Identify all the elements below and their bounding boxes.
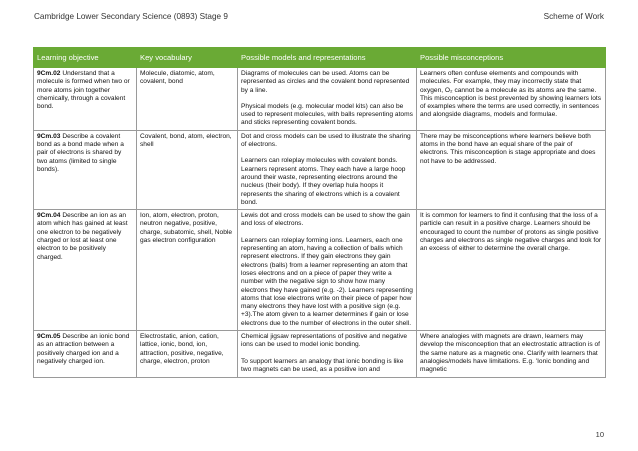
misconceptions-paragraph: Learners often confuse elements and compounds with molecules. For example, they may incorrectly state that oxygen, O₂ cannot be a molecule as its atoms are the same. This misconception is best prevented by showing learners lots of examples where the terms are used correctly, in sentences and alongside diagrams, models and formulae. <box>420 70 602 119</box>
models-cell <box>238 331 417 377</box>
table-row <box>34 130 606 209</box>
learning-objective-cell <box>34 331 137 377</box>
models-paragraph: Diagrams of molecules can be used. Atoms can be represented as circles and the covalent bond represented by a line. <box>241 70 410 94</box>
objective-code: 9Cm.05 <box>37 333 61 341</box>
key-vocabulary-cell: Molecule, diatomic, atom, covalent, bond <box>137 68 238 131</box>
scheme-of-work-table <box>33 47 606 378</box>
models-cell <box>238 130 417 209</box>
objective-text: Describe an ionic bond as an attraction between a positively charged ion and a negatively charged ion. <box>37 333 130 365</box>
learning-objective-cell <box>34 130 137 209</box>
models-paragraph: Physical models (e.g. molecular model kits) can also be used to represent molecules, with balls representing atoms and sticks representing covalent bonds. <box>241 102 413 127</box>
objective-text: Describe an ion as an atom which has gained at least one electron to be negatively charged or lost at least one electron to be positively charged. <box>37 212 128 261</box>
misconceptions-cell <box>417 331 606 377</box>
objective-text: Describe a covalent bond as a bond made when a pair of electrons is shared by two atoms (limited to single bonds). <box>37 132 124 173</box>
learning-objective-cell <box>34 210 137 331</box>
column-header: Possible models and representations <box>238 48 417 68</box>
models-cell <box>238 210 417 331</box>
learning-objective-cell <box>34 68 137 131</box>
models-paragraph: To support learners an analogy that ionic bonding is like two magnets can be used, as a positive ion and <box>241 357 404 373</box>
models-paragraph: Learners can roleplay molecules with covalent bonds. Learners represent atoms. They each have a large hoop around their waste, representing electrons around the nucleus (their body). If they overlap hula hoops it represents the sharing of electrons which is a covalent bond. <box>241 157 406 206</box>
key-vocabulary-cell: Ion, atom, electron, proton, neutron negative, positive, charge, subatomic, shell, Noble gas electron configuration <box>137 210 238 331</box>
key-vocabulary-cell: Electrostatic, anion, cation, lattice, ionic, bond, ion, attraction, positive, negative, charge, electron, proton <box>137 331 238 377</box>
key-vocabulary-cell: Covalent, bond, atom, electron, shell <box>137 130 238 209</box>
column-header: Possible misconceptions <box>417 48 606 68</box>
misconceptions-paragraph: There may be misconceptions where learners believe both atoms in the bond have an equal share of the pair of electrons. This misconception is stage appropriate and does not have to be addressed. <box>420 132 596 165</box>
objective-code: 9Cm.02 <box>37 70 61 77</box>
document-header-title: Cambridge Lower Secondary Science (0893) Stage 9 <box>34 12 228 21</box>
column-header: Learning objective <box>34 48 137 68</box>
page-number: 10 <box>595 430 604 439</box>
table-row <box>34 210 606 331</box>
misconceptions-cell <box>417 210 606 331</box>
misconceptions-cell <box>417 68 606 131</box>
models-cell <box>238 68 417 131</box>
table-row <box>34 331 606 377</box>
objective-code: 9Cm.04 <box>37 212 61 220</box>
table-row <box>34 68 606 131</box>
models-paragraph: Chemical jigsaw representations of positive and negative ions can be used to model ionic bonding. <box>241 333 408 349</box>
misconceptions-paragraph: Where analogies with magnets are drawn, learners may develop the misconception that an electrostatic attraction is of the same nature as a magnetic one. Clarify with learners that analogies/models have limitations. E.g. 'Ionic bonding and magnetic <box>420 333 600 374</box>
misconceptions-paragraph: It is common for learners to find it confusing that the loss of a particle can result in a positive charge. Learners should be encouraged to count the number of protons as single positive charges and electrons as single negative charges and look for an excess of either to determine the overall charge. <box>420 212 602 253</box>
table-header-row <box>34 48 606 68</box>
objective-text: Understand that a molecule is formed when two or more atoms join together chemically, through a covalent bond. <box>37 70 130 111</box>
misconceptions-cell <box>417 130 606 209</box>
objective-code: 9Cm.03 <box>37 132 61 140</box>
models-paragraph: Learners can roleplay forming ions. Learners, each one representing an atom, having a collection of balls which represent electrons. If they gain electrons they gain electrons (balls) from a learner representing an atom that loses electrons and on a piece of paper they write a number with the negative sign to show how many electrons they have gained (e.g. -2). Learners representing atoms that lose electrons write on their piece of paper how many electrons they have lost with a positive sign (e.g. +3).The atom given to a learner determines if gain or lose electrons due to the number of electrons in the outer shell. <box>241 236 413 327</box>
models-paragraph: Lewis dot and cross models can be used to show the gain and loss of electrons. <box>241 212 410 228</box>
column-header: Key vocabulary <box>137 48 238 68</box>
models-paragraph: Dot and cross models can be used to illustrate the sharing of electrons. <box>241 132 411 149</box>
document-header-label: Scheme of Work <box>543 12 604 21</box>
